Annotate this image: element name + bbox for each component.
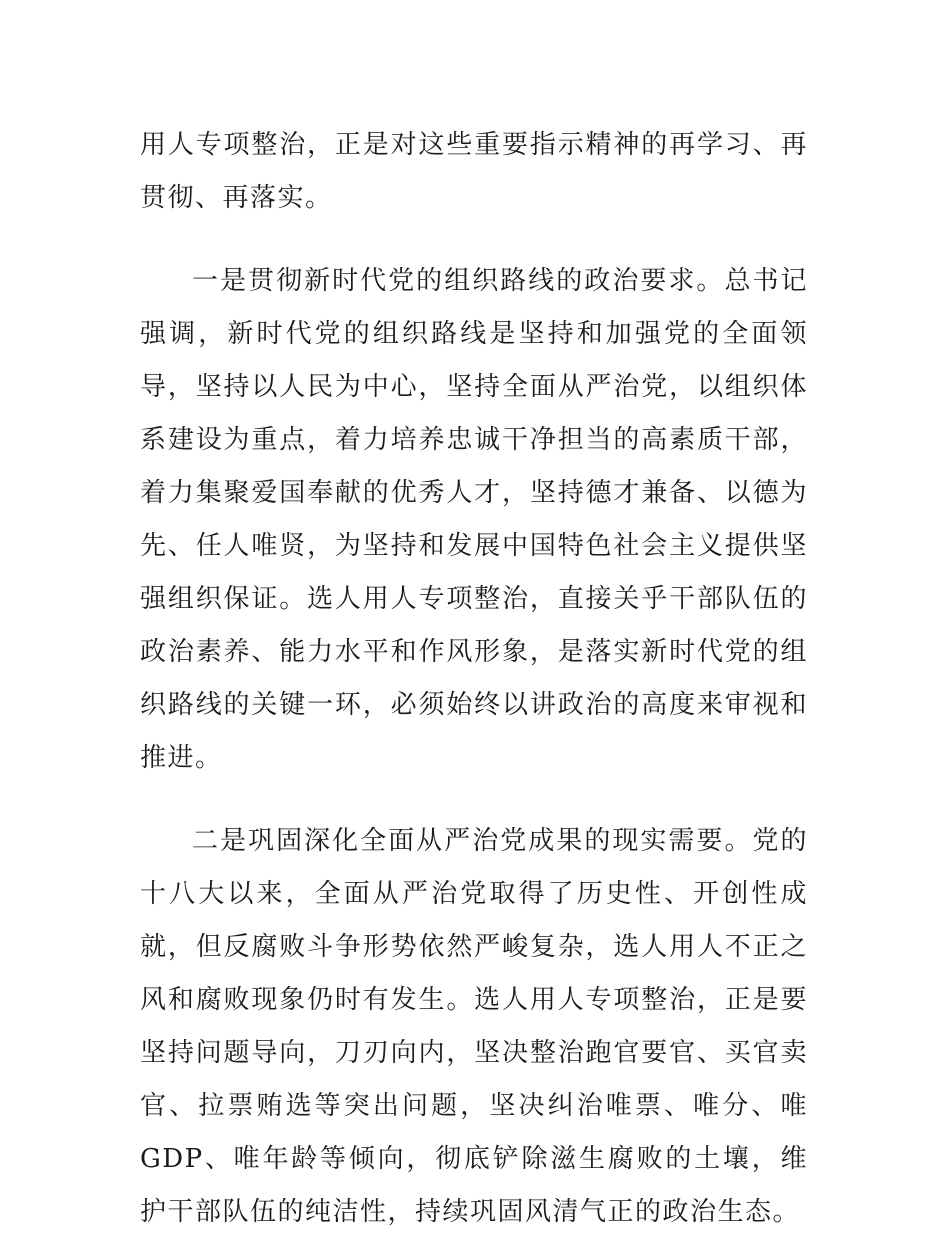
paragraph-continuation: 用人专项整治，正是对这些重要指示精神的再学习、再贯彻、再落实。 [140, 130, 808, 213]
document-body [140, 119, 808, 1239]
paragraph-point-two: 二是巩固深化全面从严治党成果的现实需要。党的十八大以来，全面从严治党取得了历史性、开创性成就，但反腐败斗争形势依然严峻复杂，选人用人不正之风和腐败现象仍时有发生。选人用人专项整治，正是要坚持问题导向，刀刃向内，坚决整治跑官要官、买官卖官、拉票贿选等突出问题，坚决纠治唯票、唯分、唯GDP、唯年龄等倾向，彻底铲除滋生腐败的土壤，维护干部队伍的纯洁性，持续巩固风清气正的政治生态。 [140, 826, 808, 1227]
paragraph-point-one: 一是贯彻新时代党的组织路线的政治要求。总书记强调，新时代党的组织路线是坚持和加强党的全面领导，坚持以人民为中心，坚持全面从严治党，以组织体系建设为重点，着力培养忠诚干净担当的高素质干部，着力集聚爱国奉献的优秀人才，坚持德才兼备、以德为先、任人唯贤，为坚持和发展中国特色社会主义提供坚强组织保证。选人用人专项整治，直接关乎干部队伍的政治素养、能力水平和作风形象，是落实新时代党的组织路线的关键一环，必须始终以讲政治的高度来审视和推进。 [140, 266, 808, 773]
